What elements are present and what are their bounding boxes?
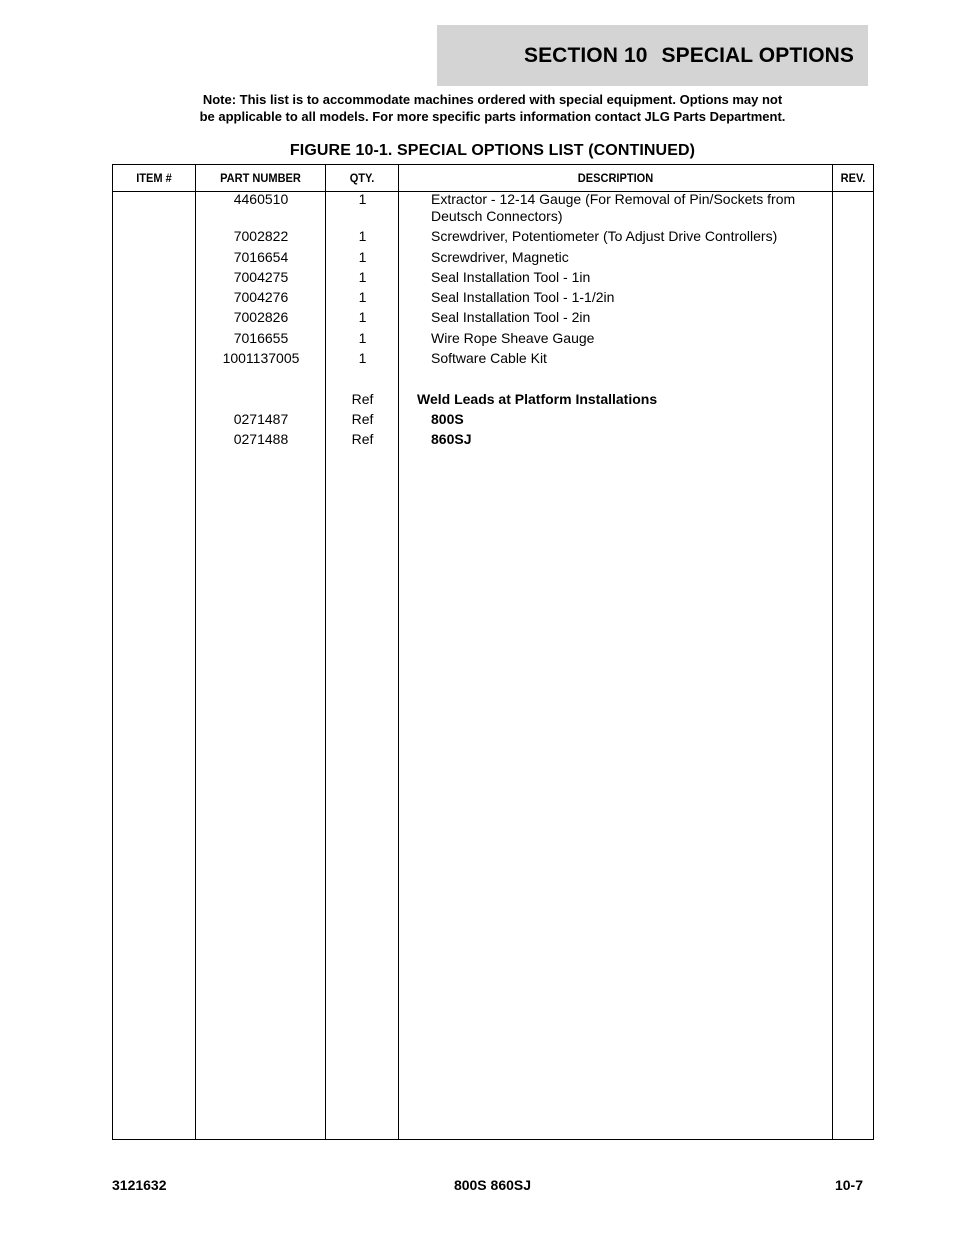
qty-cell: 1: [358, 249, 367, 265]
part-number-cell: 7002826: [233, 309, 289, 325]
description-line: Seal Installation Tool - 1in: [431, 269, 591, 285]
description-line: Deutsch Connectors): [431, 208, 563, 224]
description-line: Software Cable Kit: [431, 350, 547, 366]
description-line: Extractor - 12-14 Gauge (For Removal of Pin/Sockets from: [431, 191, 796, 207]
description-cell: [431, 411, 831, 428]
section-banner: [437, 25, 868, 86]
description-line: Seal Installation Tool - 2in: [431, 309, 591, 325]
part-number-cell: 7004275: [233, 269, 289, 285]
part-number-cell: 1001137005: [222, 350, 300, 366]
qty-cell: 1: [358, 289, 367, 305]
description-line: Weld Leads at Platform Installations: [417, 391, 658, 407]
qty-cell: Ref: [351, 431, 374, 447]
note-line-1: Note: This list is to accommodate machines ordered with special equipment. Options may not: [202, 92, 783, 107]
qty-cell: 1: [358, 269, 367, 285]
qty-cell: 1: [358, 350, 367, 366]
description-cell: [431, 431, 831, 448]
col-header-part-number: PART NUMBER: [220, 171, 301, 185]
column-divider: [832, 165, 833, 1139]
note-line-2: be applicable to all models. For more specific parts information contact JLG Parts Department.: [199, 109, 786, 124]
section-title: SPECIAL OPTIONS: [661, 43, 854, 67]
col-header-description: DESCRIPTION: [577, 171, 654, 185]
parts-table: [112, 164, 874, 1140]
qty-cell: 1: [358, 330, 367, 346]
section-label: SECTION 10: [523, 43, 648, 67]
part-number-cell: 7002822: [233, 228, 289, 244]
description-cell: [431, 330, 831, 347]
part-number-cell: 4460510: [233, 191, 289, 207]
description-line: 860SJ: [431, 431, 472, 447]
qty-cell: 1: [358, 309, 367, 325]
qty-cell: 1: [358, 191, 367, 207]
qty-cell: Ref: [351, 391, 374, 407]
description-line: Screwdriver, Magnetic: [431, 249, 569, 265]
description-cell: [431, 249, 831, 266]
description-cell: [417, 391, 817, 408]
description-cell: [431, 228, 831, 245]
figure-title: FIGURE 10-1. SPECIAL OPTIONS LIST (CONTINUED): [289, 142, 696, 159]
qty-cell: 1: [358, 228, 367, 244]
part-number-cell: 7004276: [233, 289, 289, 305]
description-cell: [431, 191, 831, 225]
footer-page-number: 10-7: [834, 1177, 863, 1193]
col-header-item: ITEM #: [136, 171, 172, 185]
footer-doc-number: 3121632: [112, 1177, 167, 1193]
part-number-cell: 0271488: [233, 431, 289, 447]
description-line: Screwdriver, Potentiometer (To Adjust Drive Controllers): [431, 228, 778, 244]
footer-models: 800S 860SJ: [453, 1177, 532, 1193]
col-header-rev: REV.: [840, 171, 866, 185]
part-number-cell: 7016655: [233, 330, 289, 346]
description-line: Wire Rope Sheave Gauge: [431, 330, 595, 346]
description-cell: [431, 350, 831, 367]
part-number-cell: 7016654: [233, 249, 289, 265]
description-cell: [431, 309, 831, 326]
description-line: 800S: [431, 411, 464, 427]
part-number-cell: 0271487: [233, 411, 289, 427]
qty-cell: Ref: [351, 411, 374, 427]
description-line: Seal Installation Tool - 1-1/2in: [431, 289, 615, 305]
description-cell: [431, 269, 831, 286]
col-header-qty: QTY.: [349, 171, 375, 185]
description-cell: [431, 289, 831, 306]
